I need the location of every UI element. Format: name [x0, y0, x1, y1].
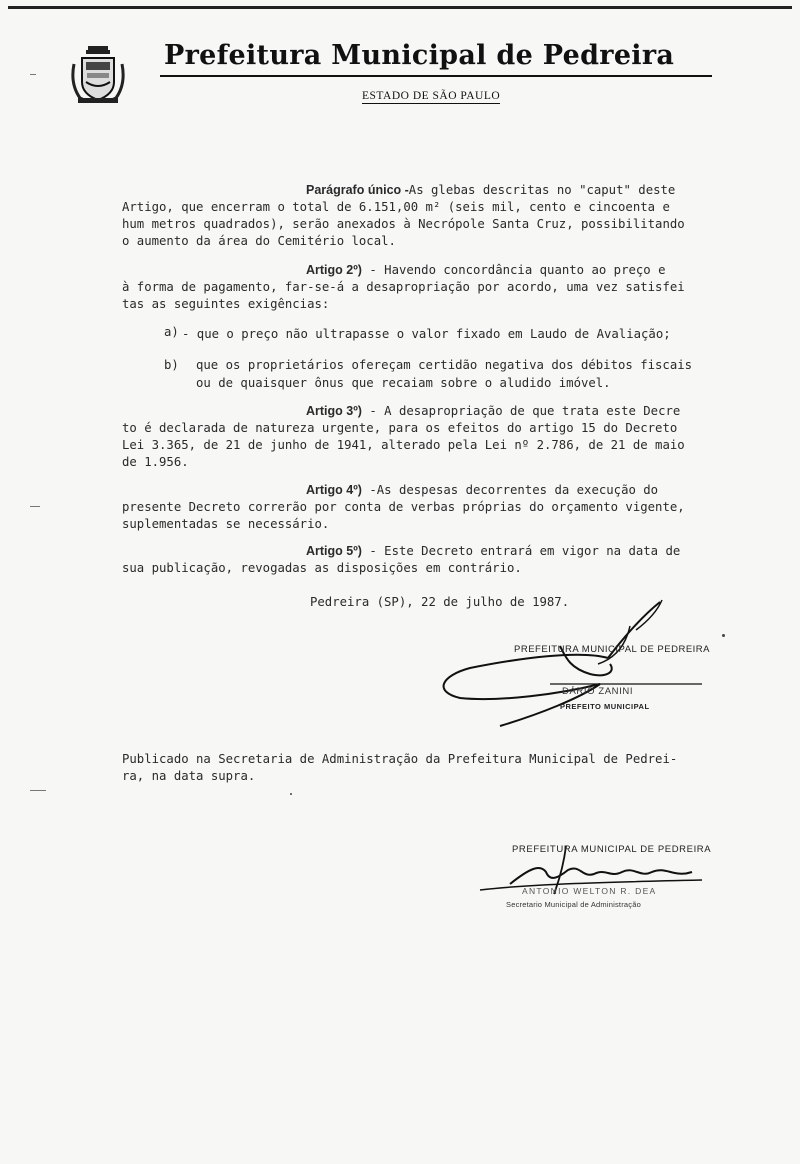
- item-a-line-1: - que o preço não ultrapasse o valor fixado em Laudo de Avaliação;: [182, 327, 671, 341]
- artigo-3-line-4: de 1.956.: [122, 455, 189, 469]
- artigo-2-line-3: tas as seguintes exigências:: [122, 297, 330, 311]
- scan-mark: [30, 74, 36, 75]
- scan-speck: [290, 793, 292, 795]
- artigo-4-line-2: presente Decreto correrão por conta de verbas próprias do orçamento vigente,: [122, 500, 685, 514]
- mayor-signature-icon: [430, 598, 730, 738]
- item-b-line-2: ou de quaisquer ônus que recaiam sobre o aludido imóvel.: [196, 376, 611, 390]
- paragrafo-unico-text-1: As glebas descritas no "caput" deste: [408, 183, 676, 197]
- scan-speck: [722, 634, 725, 637]
- item-a-letter: a): [164, 325, 179, 339]
- scan-mark: [30, 790, 46, 791]
- paragrafo-unico-label: Parágrafo único -: [306, 183, 409, 197]
- item-a-text: [182, 325, 722, 343]
- item-b-line-1: que os proprietários ofereçam certidão negativa dos débitos fiscais: [196, 358, 693, 372]
- mayor-role: PREFEITO MUNICIPAL: [560, 702, 650, 711]
- paragrafo-unico-line-2: Artigo, que encerram o total de 6.151,00 m² (seis mil, cento e cincoenta e: [122, 200, 670, 214]
- date-line-text: Pedreira (SP), 22 de julho de 1987.: [310, 595, 570, 609]
- artigo-3-line-3: Lei 3.365, de 21 de junho de 1941, alterado pela Lei nº 2.786, de 21 de maio: [122, 438, 685, 452]
- item-b-text: [196, 356, 736, 392]
- header-subtitle: ESTADO DE SÃO PAULO: [362, 90, 501, 102]
- artigo-3-line-1: [122, 403, 734, 420]
- artigo-5-line-1: [122, 543, 734, 560]
- scan-mark: [30, 506, 40, 507]
- paragrafo-unico: [122, 182, 734, 250]
- mayor-name: DÁRIO ZANINI: [562, 686, 634, 697]
- secretary-stamp-text: PREFEITURA MUNICIPAL DE PEDREIRA: [512, 844, 712, 855]
- paragrafo-unico-line-1: [122, 182, 734, 199]
- artigo-3-line-2: to é declarada de natureza urgente, para os efeitos do artigo 15 do Decreto: [122, 421, 678, 435]
- secretary-name: ANTONIO WELTON R. DEA: [522, 886, 657, 896]
- artigo-3: [122, 403, 734, 471]
- artigo-2-label: Artigo 2º): [306, 263, 362, 277]
- artigo-4-text-1: -As despesas decorrentes da execução do: [361, 483, 659, 497]
- publication-line-1: Publicado na Secretaria de Administração da Prefeitura Municipal de Pedrei-: [122, 752, 678, 766]
- artigo-5-text-1: - Este Decreto entrará em vigor na data de: [361, 544, 681, 558]
- header-divider: [160, 75, 712, 77]
- artigo-4-line-3: suplementadas se necessário.: [122, 517, 330, 531]
- municipal-crest-icon: [70, 44, 126, 106]
- publication-note: [122, 751, 734, 785]
- paragrafo-unico-line-4: o aumento da área do Cemitério local.: [122, 234, 396, 248]
- top-border-line: [8, 6, 792, 9]
- mayor-stamp-text: PREFEITURA MUNICIPAL DE PEDREIRA: [514, 644, 711, 655]
- header-title: Prefeitura Municipal de Pedreira: [164, 40, 675, 71]
- paragrafo-unico-line-3: hum metros quadrados), serão anexados à Necrópole Santa Cruz, possibilitando: [122, 217, 685, 231]
- artigo-2-line-1: [122, 262, 734, 279]
- artigo-4-label: Artigo 4º): [306, 483, 362, 497]
- artigo-2-line-2: à forma de pagamento, far-se-á a desapropriação por acordo, uma vez satisfei: [122, 280, 685, 294]
- item-b-letter: b): [164, 358, 179, 372]
- artigo-3-text-1: - A desapropriação de que trata este Decre: [361, 404, 681, 418]
- artigo-2-text-1: - Havendo concordância quanto ao preço e: [361, 263, 666, 277]
- artigo-5-label: Artigo 5º): [306, 544, 362, 558]
- artigo-4: [122, 482, 734, 533]
- publication-line-2: ra, na data supra.: [122, 769, 256, 783]
- artigo-3-label: Artigo 3º): [306, 404, 362, 418]
- artigo-4-line-1: [122, 482, 734, 499]
- artigo-5: [122, 543, 734, 577]
- artigo-2: [122, 262, 734, 313]
- secretary-role: Secretario Municipal de Administração: [506, 900, 641, 909]
- artigo-5-line-2: sua publicação, revogadas as disposições em contrário.: [122, 561, 522, 575]
